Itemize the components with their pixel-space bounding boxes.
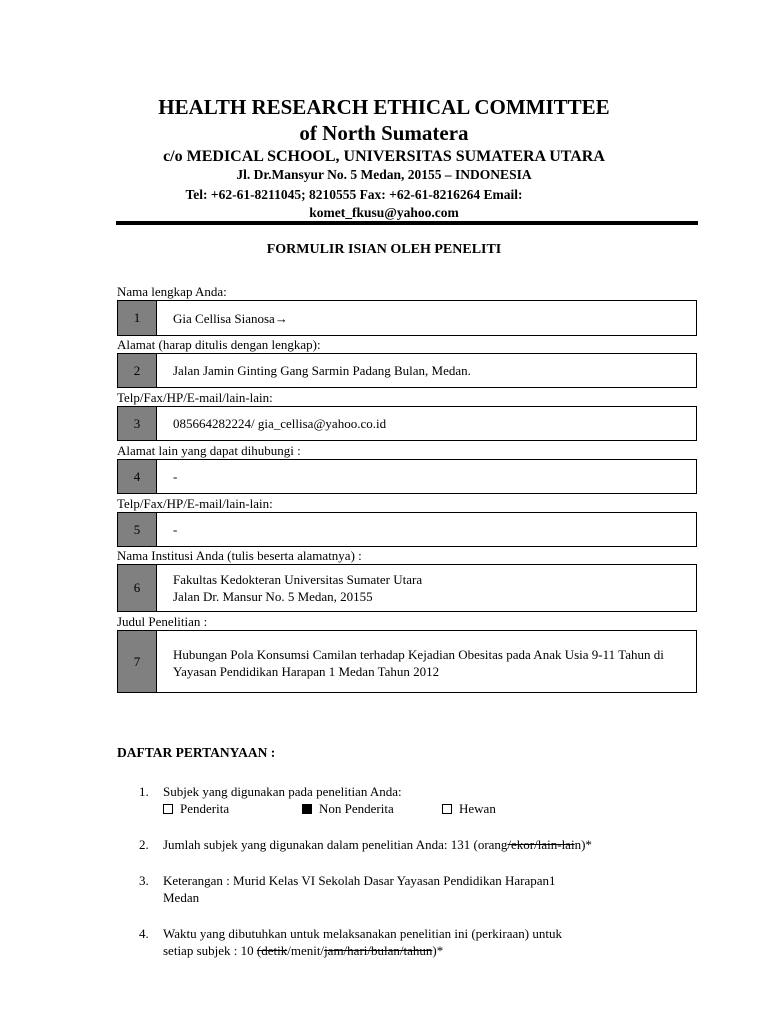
field-value-alt-address: - — [173, 469, 178, 484]
field-number: 5 — [118, 513, 157, 546]
field-number: 3 — [118, 407, 157, 440]
institution-address-value: Jalan Dr. Mansur No. 5 Medan, 20155 — [173, 589, 373, 604]
institution-name: c/o MEDICAL SCHOOL, UNIVERSITAS SUMATERA UTARA — [163, 148, 605, 165]
field-value-contact: 085664282224/ gia_cellisa@yahoo.co.id — [173, 416, 387, 431]
field-box-address — [117, 353, 697, 388]
question-number: 3. — [139, 873, 149, 888]
checkbox-unchecked-icon[interactable] — [163, 804, 173, 814]
struck-text: (detik — [256, 943, 288, 958]
field-value-research-title: Hubungan Pola Konsumsi Camilan terhadap Kejadian Obesitas pada Anak Usia 9-11 Tahun di Yayasan Pendidikan Harapan 1 Medan Tahun 2012 — [173, 646, 664, 679]
option-label: Hewan — [459, 801, 496, 816]
field-box-alt-contact — [117, 512, 697, 547]
duration-unit: /menit/ — [287, 943, 325, 958]
duration-value: setiap subjek : 10 — [163, 943, 257, 958]
duration-suffix: )* — [432, 943, 444, 958]
question-number: 1. — [139, 784, 149, 799]
checkbox-unchecked-icon[interactable] — [442, 804, 452, 814]
field-number: 6 — [118, 565, 157, 611]
struck-text: jam/hari/bulan/tahun — [324, 943, 433, 958]
field-box-name — [117, 300, 697, 336]
description-line: Keterangan : Murid Kelas VI Sekolah Dasar Yayasan Pendidikan Harapan1 — [163, 873, 556, 888]
header-divider — [116, 221, 698, 225]
field-value-alt-contact: - — [173, 522, 178, 537]
section-title: DAFTAR PERTANYAAN : — [117, 745, 276, 760]
field-box-contact — [117, 406, 697, 441]
field-box-institution — [117, 564, 697, 612]
question-number: 4. — [139, 926, 149, 941]
field-number: 7 — [118, 631, 157, 692]
field-label-name: Nama lengkap Anda: — [117, 284, 227, 299]
field-label-institution: Nama Institusi Anda (tulis beserta alamatnya) : — [117, 548, 362, 563]
option-non-penderita[interactable] — [302, 801, 394, 817]
committee-region: of North Sumatera — [299, 121, 469, 145]
checkbox-checked-icon[interactable] — [302, 804, 312, 814]
field-label-alt-address: Alamat lain yang dapat dihubungi : — [117, 443, 301, 458]
field-number: 1 — [118, 301, 157, 335]
field-value-address: Jalan Jamin Ginting Gang Sarmin Padang Bulan, Medan. — [173, 363, 471, 378]
field-value-name: Gia Cellisa Sianosa→ — [173, 310, 288, 326]
subject-count-suffix: n)* — [574, 837, 592, 852]
contact-email: komet_fkusu@yahoo.com — [309, 205, 459, 220]
field-box-alt-address — [117, 459, 697, 494]
option-label: Non Penderita — [319, 801, 394, 816]
form-title: FORMULIR ISIAN OLEH PENELITI — [266, 242, 502, 257]
duration-question-line: Waktu yang dibutuhkan untuk melaksanakan penelitian ini (perkiraan) untuk — [163, 926, 562, 941]
committee-title: HEALTH RESEARCH ETHICAL COMMITTEE — [158, 95, 610, 119]
contact-phone-fax: Tel: +62-61-8211045; 8210555 Fax: +62-61-8216264 Email: — [185, 187, 523, 202]
question-text — [163, 836, 703, 853]
option-hewan[interactable] — [442, 801, 496, 817]
struck-text: /ekor/lain-lai — [507, 837, 575, 852]
field-label-alt-contact: Telp/Fax/HP/E-mail/lain-lain: — [117, 496, 273, 511]
question-text: Subjek yang digunakan pada penelitian Anda: — [163, 784, 402, 799]
field-value-institution — [173, 565, 688, 611]
description-line: Medan — [163, 890, 200, 905]
field-label-contact: Telp/Fax/HP/E-mail/lain-lain: — [117, 390, 273, 405]
institution-address: Jl. Dr.Mansyur No. 5 Medan, 20155 – INDONESIA — [236, 167, 532, 182]
option-penderita[interactable] — [163, 801, 229, 817]
question-text — [163, 925, 703, 959]
field-number: 2 — [118, 354, 157, 387]
institution-name-value: Fakultas Kedokteran Universitas Sumater Utara — [173, 572, 423, 587]
question-number: 2. — [139, 837, 149, 852]
field-number: 4 — [118, 460, 157, 493]
question-text — [163, 872, 703, 906]
field-box-research-title — [117, 630, 697, 693]
subject-count-text: Jumlah subjek yang digunakan dalam penelitian Anda: 131 (orang — [163, 837, 508, 852]
option-label: Penderita — [180, 801, 230, 816]
field-label-address: Alamat (harap ditulis dengan lengkap): — [117, 337, 321, 352]
field-label-research-title: Judul Penelitian : — [117, 614, 208, 629]
